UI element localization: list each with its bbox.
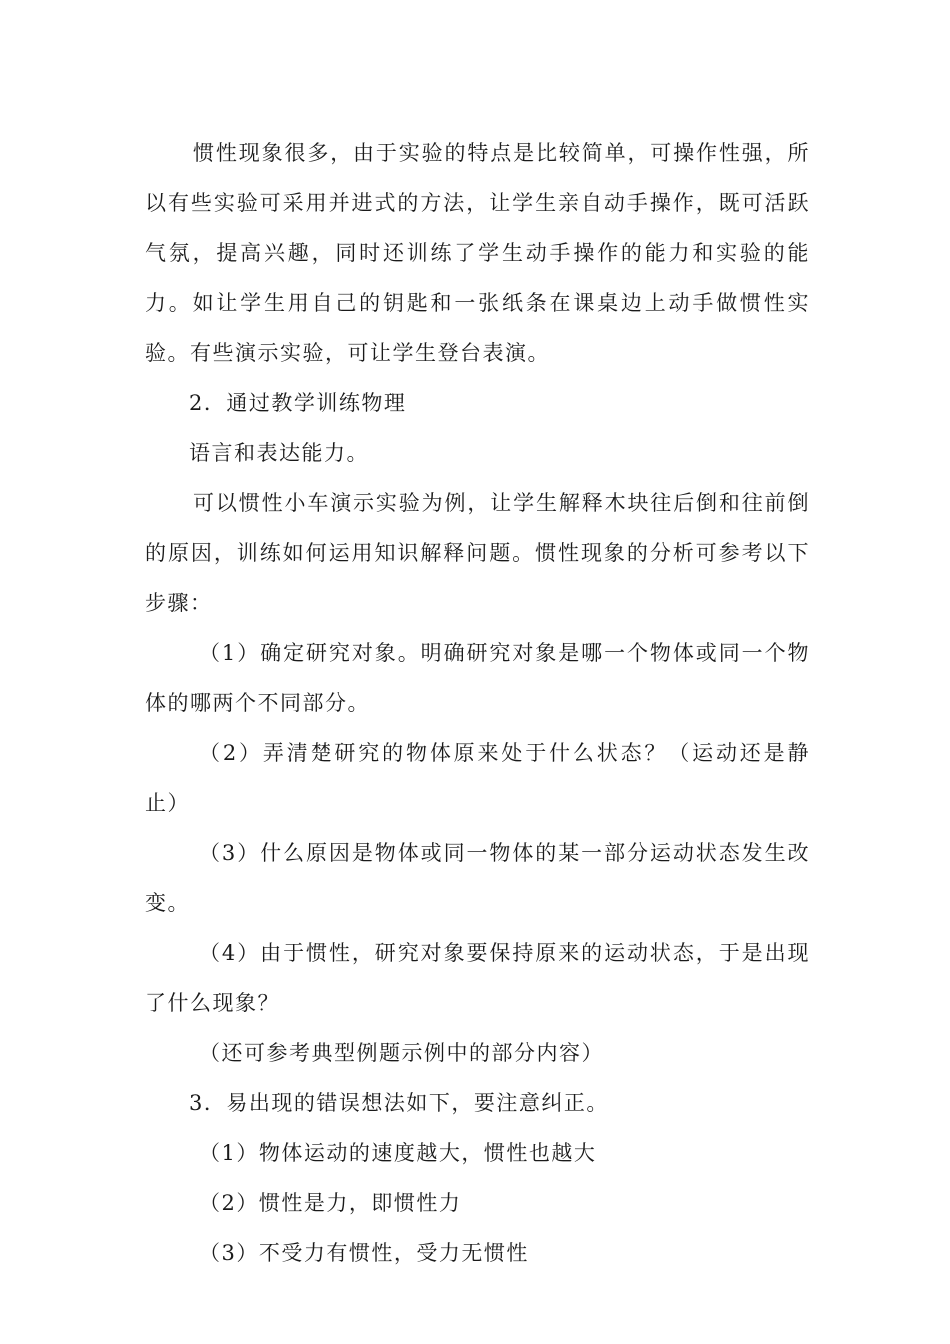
list-item-misconception-2: （2）惯性是力，即惯性力 [199,1191,462,1215]
list-item-step-2: （2）弄清楚研究的物体原来处于什么状态？（运动还是静止） [145,741,810,815]
list-item-misconception-3: （3）不受力有惯性，受力无惯性 [199,1241,529,1265]
paragraph-inertia-experiments: 惯性现象很多，由于实验的特点是比较简单，可操作性强，所以有些实验可采用并进式的方法，让学生亲自动手操作，既可活跃气氛，提高兴趣，同时还训练了学生动手操作的能力和实验的能力。如让学生用自己的钥匙和一张纸条在课桌边上动手做惯性实验。有些演示实验，可让学生登台表演。 [145,141,810,365]
paragraph-inertia-cart-demo: 可以惯性小车演示实验为例，让学生解释木块往后倒和往前倒的原因，训练如何运用知识解释问题。惯性现象的分析可参考以下步骤： [145,491,810,615]
paragraph-language-expression: 语言和表达能力。 [189,441,369,465]
paragraph-reference-note: （还可参考典型例题示例中的部分内容） [199,1041,604,1065]
list-item-step-1: （1）确定研究对象。明确研究对象是哪一个物体或同一个物体的哪两个不同部分。 [145,641,810,715]
document-body [145,128,810,1278]
heading-point-2: 2．通过教学训练物理 [189,391,407,415]
heading-point-3: 3．易出现的错误想法如下，要注意纠正。 [189,1091,609,1115]
list-item-step-3: （3）什么原因是物体或同一物体的某一部分运动状态发生改变。 [145,841,810,915]
list-item-step-4: （4）由于惯性，研究对象要保持原来的运动状态，于是出现了什么现象？ [145,941,810,1015]
list-item-misconception-1: （1）物体运动的速度越大，惯性也越大 [199,1141,597,1165]
